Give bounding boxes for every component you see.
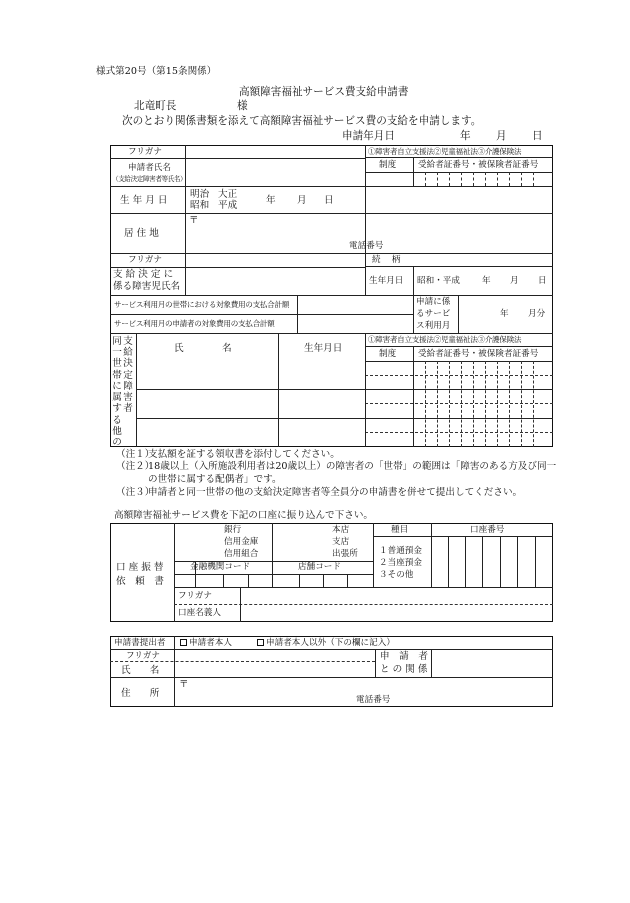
- submitter-furigana-field[interactable]: [175, 650, 374, 660]
- service-month-label-3: ス利用月: [416, 321, 451, 331]
- child-birthdate-label: 生年月日: [369, 276, 404, 286]
- submitter-address-label: 住 所: [121, 688, 160, 699]
- child-furigana-field[interactable]: [186, 254, 364, 266]
- holder-name-field[interactable]: [240, 605, 552, 621]
- applicant-total-label: サービス利用月の申請者の対象費用の支払合計額: [114, 319, 275, 328]
- child-relation-field[interactable]: [414, 254, 552, 266]
- applicant-name-label: 申請者氏名: [128, 163, 171, 173]
- type-other[interactable]: ３その他: [379, 570, 414, 580]
- applicant-birthdate-label: 生 年 月 日: [120, 195, 168, 206]
- bank-side-label-2: 依 頼 書: [116, 576, 164, 587]
- era-taisho: 大正: [218, 189, 238, 200]
- applicant-phone-label: 電話番号: [349, 241, 384, 251]
- applicant-furigana-label: フリガナ: [128, 147, 162, 157]
- bank-name-field[interactable]: [175, 524, 222, 560]
- date-year: 年: [460, 130, 471, 142]
- birth-month-unit: 月: [297, 195, 307, 206]
- child-relation-label: 続 柄: [372, 255, 401, 265]
- checkbox-icon[interactable]: [257, 639, 264, 646]
- form-number: 様式第20号（第15条関係）: [96, 66, 217, 77]
- applicant-law-options: ①障害者自立支援法②児童福祉法③介護保険法: [368, 147, 522, 156]
- applicant-cert-field[interactable]: [414, 173, 552, 185]
- era-meiji: 明治: [190, 189, 210, 200]
- note-2-text-continued: の世帯に属する配偶者」です。: [148, 474, 282, 485]
- applicant-system-label: 制度: [379, 160, 397, 170]
- account-type-label: 種目: [391, 525, 409, 535]
- date-month: 月: [496, 130, 507, 142]
- account-number-label: 口座番号: [470, 525, 505, 535]
- household-side-label-1: 同一世帯に属する他の: [112, 336, 122, 448]
- era-heisei: 平成: [218, 200, 238, 211]
- applicant-postal-mark: 〒: [189, 215, 199, 226]
- account-number-field[interactable]: [432, 537, 552, 586]
- bank-furigana-label: フリガナ: [178, 591, 212, 601]
- child-birth-day-unit: 日: [538, 276, 547, 286]
- household-birth-header: 生年月日: [304, 343, 343, 354]
- household-total-field[interactable]: [298, 296, 412, 313]
- inst-code-field[interactable]: [175, 575, 272, 586]
- holder-label: 口座名義人: [178, 608, 221, 618]
- submitter-name-label: 氏 名: [121, 665, 160, 676]
- branch-office: 出張所: [332, 549, 358, 559]
- applicant-name-sublabel: （支給決定障害者等氏名）: [112, 175, 187, 183]
- submitter-label: 申請書提出者: [114, 638, 166, 648]
- date-label: 申請年月日: [342, 130, 395, 142]
- branch-code-label: 店舗コード: [298, 562, 341, 572]
- applicant-name-field[interactable]: [186, 159, 364, 185]
- household-name-header: 氏 名: [174, 343, 232, 354]
- submitter-relation-label-2: と の 関 係: [380, 664, 428, 675]
- household-cert-label: 受給者証番号・被保険者証番号: [418, 349, 539, 359]
- note-1-text: 支払額を証する領収書を添付してください。: [148, 449, 340, 460]
- era-showa: 昭和: [190, 200, 210, 211]
- household-side-label-2: 支給決定障害者: [123, 336, 133, 415]
- child-name-label-1: 支 給 決 定 に: [113, 269, 174, 280]
- type-ordinary[interactable]: １普通預金: [379, 546, 422, 556]
- bank-heading: 高額障害福祉サービス費を下記の口座に振り込んで下さい。: [114, 510, 374, 521]
- submitter-postal-mark: 〒: [179, 679, 189, 690]
- inst-bank: 銀行: [224, 525, 242, 535]
- form-title: 高額障害福祉サービス費支給申請書: [239, 86, 409, 98]
- note-3-text: 申請者と同一世帯の他の支給決定障害者等全員分の申請書を併せて提出してください。: [148, 487, 523, 498]
- child-furigana-label: フリガナ: [128, 255, 162, 265]
- addressee: 北竜町長: [134, 100, 177, 112]
- submitter-self-option[interactable]: 申請者本人: [180, 639, 232, 648]
- service-month-label-1: 申請に係: [416, 297, 451, 307]
- branch-name-field[interactable]: [273, 524, 331, 560]
- type-checking[interactable]: ２当座預金: [379, 558, 422, 568]
- birth-day-unit: 日: [324, 195, 334, 206]
- bank-side-label-1: 口 座 振 替: [116, 562, 164, 573]
- submitter-relation-field[interactable]: [432, 650, 552, 676]
- honorific: 様: [237, 100, 248, 112]
- inst-credit-union: 信用組合: [224, 549, 259, 559]
- branch-main: 本店: [332, 525, 350, 535]
- household-member-row[interactable]: [137, 390, 552, 417]
- note-1-mark: （注１）: [116, 449, 155, 460]
- child-name-label-2: 係る障害児氏名: [113, 281, 181, 292]
- date-day: 日: [532, 130, 543, 142]
- household-member-row[interactable]: [137, 419, 552, 446]
- applicant-furigana-field[interactable]: [186, 146, 364, 157]
- note-3-mark: （注３）: [116, 487, 155, 498]
- child-birth-era: 昭和・平成: [417, 276, 460, 286]
- branch-code-field[interactable]: [273, 575, 372, 586]
- applicant-total-field[interactable]: [298, 315, 412, 332]
- service-month-unit: 月分: [528, 309, 546, 319]
- household-system-label: 制度: [379, 349, 397, 359]
- submitter-phone-label: 電話番号: [356, 695, 391, 705]
- service-month-label-2: るサービ: [416, 309, 451, 319]
- child-birth-year-unit: 年: [482, 276, 491, 286]
- branch-branch: 支店: [332, 537, 350, 547]
- checkbox-icon[interactable]: [180, 639, 187, 646]
- note-2-mark: （注２）: [116, 461, 155, 472]
- household-law-options: ①障害者自立支援法②児童福祉法③介護保険法: [368, 335, 522, 344]
- child-birth-month-unit: 月: [510, 276, 519, 286]
- holder-furigana-field[interactable]: [240, 588, 552, 603]
- household-member-row[interactable]: [137, 362, 552, 389]
- submitter-name-field[interactable]: [175, 662, 374, 676]
- birth-year-unit: 年: [266, 195, 276, 206]
- submitter-other-option[interactable]: 申請者本人以外（下の欄に記入）: [257, 639, 395, 648]
- note-2-text: 18歳以上（入所施設利用者は20歳以上）の障害者の「世帯」の範囲は「障害のある方及び同一: [148, 461, 557, 472]
- inst-credit-bank: 信用金庫: [224, 537, 259, 547]
- applicant-system-field[interactable]: [366, 173, 412, 185]
- submitter-relation-label-1: 申 請 者: [380, 651, 428, 662]
- intro-text: 次のとおり関係書類を添えて高額障害福祉サービス費の支給を申請します。: [122, 115, 482, 127]
- service-year-unit: 年: [500, 309, 509, 319]
- household-total-label: サービス利用月の世帯における対象費用の支払合計額: [114, 300, 290, 309]
- child-name-field[interactable]: [186, 268, 364, 294]
- inst-code-label: 金融機関コード: [190, 562, 251, 572]
- submitter-furigana-label: フリガナ: [126, 651, 160, 661]
- applicant-address-label: 居 住 地: [124, 228, 159, 239]
- applicant-cert-label: 受給者証番号・被保険者証番号: [418, 160, 539, 170]
